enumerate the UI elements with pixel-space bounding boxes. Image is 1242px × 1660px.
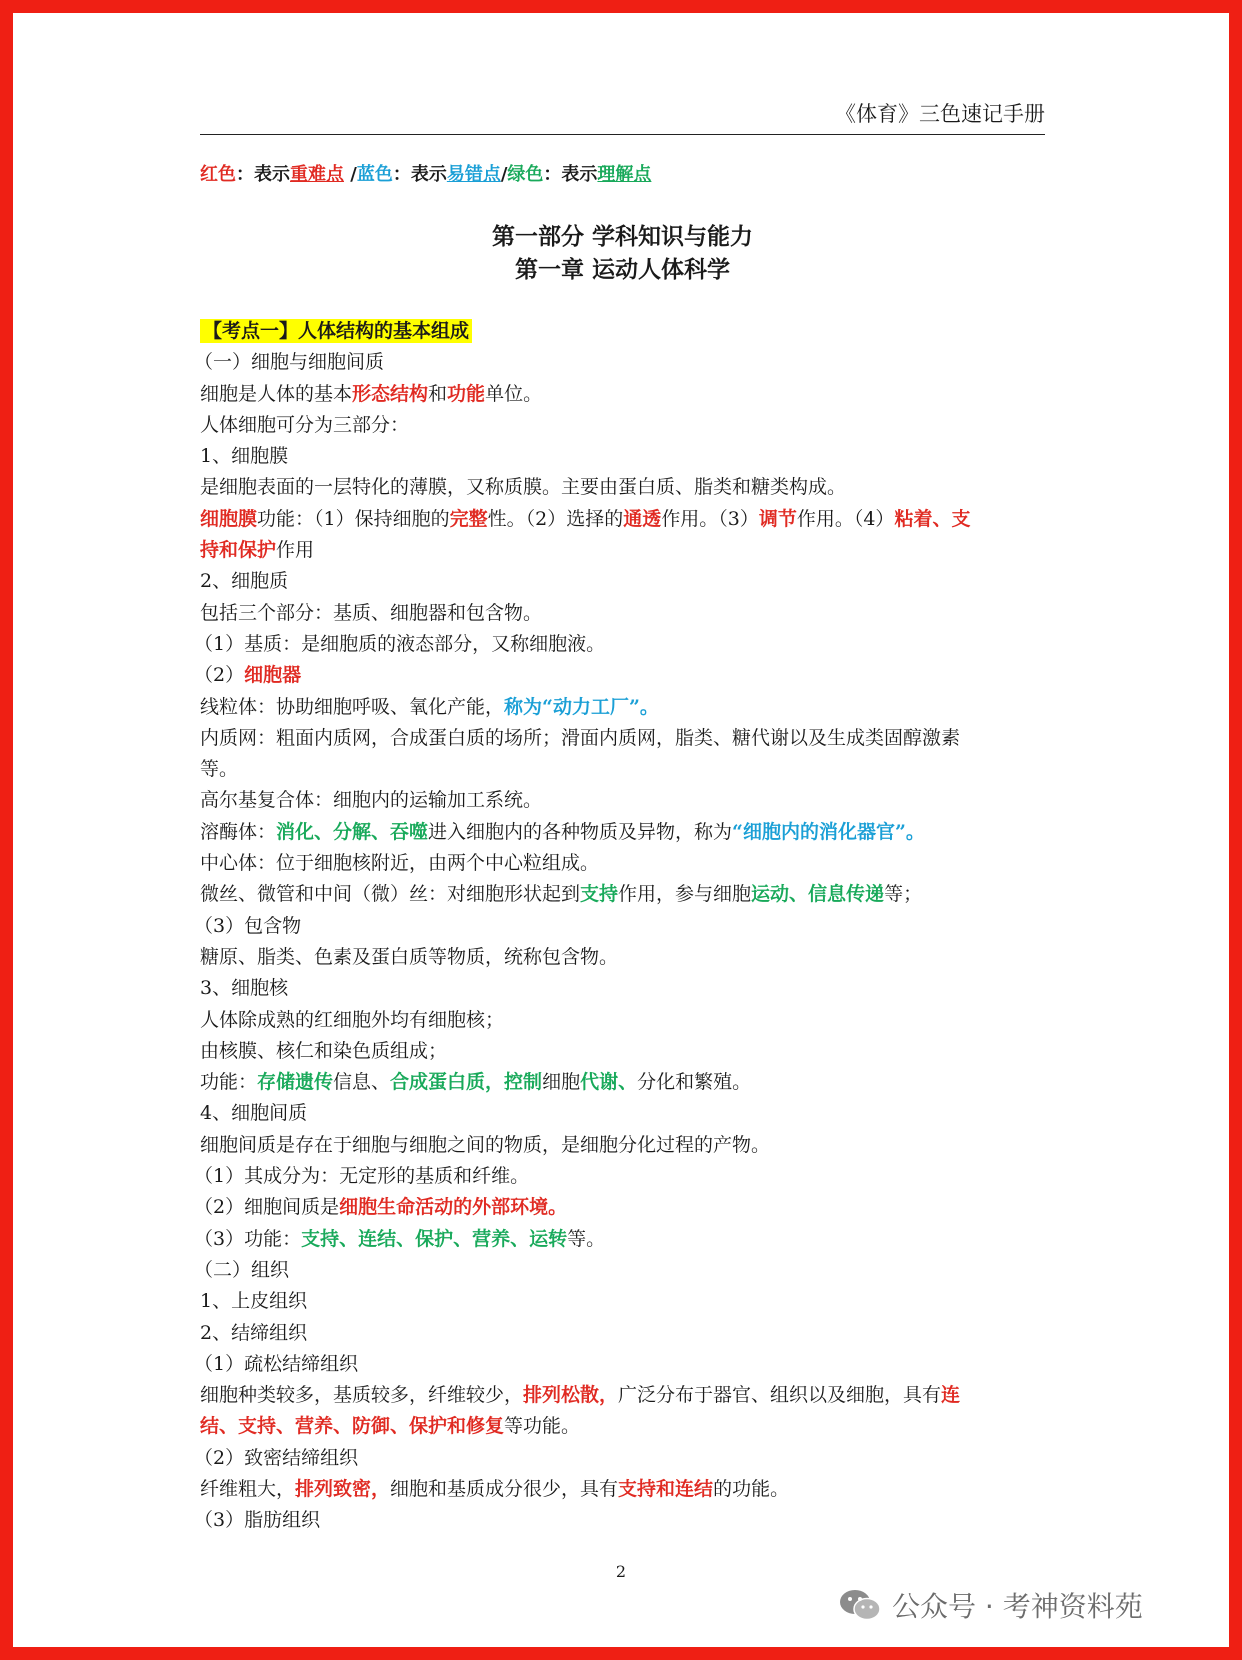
legend-separator: / xyxy=(344,164,357,185)
chapter-title: 第一章 运动人体科学 xyxy=(514,256,730,283)
exam-point-heading xyxy=(200,316,1045,347)
text-line: 人体除成熟的红细胞外均有细胞核； xyxy=(200,1008,505,1031)
text-line: 微丝、微管和中间（微）丝：对细胞形状起到支持作用，参与细胞运动、信息传递等； xyxy=(200,883,923,906)
text-line: 细胞种类较多，基质较多，纤维较少，排列松散，广泛分布于器官、组织以及细胞，具有连 xyxy=(200,1384,961,1407)
legend-red-label: 红色 xyxy=(200,164,236,185)
color-legend xyxy=(200,160,651,186)
wechat-icon xyxy=(838,1588,882,1622)
text-line: （3）功能：支持、连结、保护、营养、运转等。 xyxy=(194,1227,606,1250)
text-line: 溶酶体：消化、分解、吞噬进入细胞内的各种物质及异物，称为“细胞内的消化器官”。 xyxy=(200,820,925,843)
page-header: 《体育》三色速记手册 xyxy=(200,98,1045,135)
item-heading: 2、细胞质 xyxy=(200,570,289,593)
text-line: 人体细胞可分为三部分： xyxy=(200,413,410,436)
item-heading: 1、上皮组织 xyxy=(200,1290,308,1313)
item-heading: 3、细胞核 xyxy=(200,977,289,1000)
text-line: 包括三个部分：基质、细胞器和包含物。 xyxy=(200,601,543,624)
item-heading: 1、细胞膜 xyxy=(200,445,289,468)
text-line: （1）疏松结缔组织 xyxy=(194,1352,359,1375)
text-line: （2）细胞间质是细胞生命活动的外部环境。 xyxy=(194,1196,568,1219)
legend-separator: / xyxy=(500,164,508,185)
page-number: 2 xyxy=(615,1562,627,1581)
watermark-text: 公众号 · 考神资料苑 xyxy=(892,1590,1143,1623)
part-title: 第一部分 学科知识与能力 xyxy=(491,223,753,250)
watermark xyxy=(838,1585,1143,1625)
item-heading: 2、结缔组织 xyxy=(200,1321,308,1344)
text-line: 持和保护作用 xyxy=(200,539,315,562)
subsection-heading: （二）组织 xyxy=(194,1258,290,1281)
text-line: 是细胞表面的一层特化的薄膜，又称质膜。主要由蛋白质、脂类和糖类构成。 xyxy=(200,476,847,499)
text-line: 功能：存储遗传信息、合成蛋白质，控制细胞代谢、分化和繁殖。 xyxy=(200,1071,752,1094)
text-line: 内质网：粗面内质网，合成蛋白质的场所；滑面内质网，脂类、糖代谢以及生成类固醇激素 xyxy=(200,726,961,749)
legend-text: ：表示 xyxy=(543,164,598,185)
text-line: （3）包含物 xyxy=(194,914,302,937)
text-line: 线粒体：协助细胞呼吸、氧化产能，称为“动力工厂”。 xyxy=(200,695,659,718)
legend-text: ：表示 xyxy=(392,164,447,185)
text-line: 高尔基复合体：细胞内的运输加工系统。 xyxy=(200,789,543,812)
text-line: 细胞是人体的基本形态结构和功能单位。 xyxy=(200,382,543,405)
section-titles xyxy=(200,220,1045,286)
legend-blue-term: 易错点 xyxy=(446,164,501,185)
text-line: 由核膜、核仁和染色质组成； xyxy=(200,1039,448,1062)
text-line: 等。 xyxy=(200,758,239,781)
item-heading: 4、细胞间质 xyxy=(200,1102,308,1125)
text-line: （3）脂肪组织 xyxy=(194,1509,321,1532)
legend-green-term: 理解点 xyxy=(597,164,652,185)
text-line: 结、支持、营养、防御、保护和修复等功能。 xyxy=(200,1415,581,1438)
legend-green-label: 绿色 xyxy=(507,164,544,185)
text-line: 细胞膜功能：（1）保持细胞的完整性。（2）选择的通透作用。（3）调节作用。（4）粘着、支 xyxy=(200,507,971,530)
legend-red-term: 重难点 xyxy=(290,164,344,185)
text-line: （1）基质：是细胞质的液态部分，又称细胞液。 xyxy=(194,632,606,655)
text-line: 中心体：位于细胞核附近，由两个中心粒组成。 xyxy=(200,852,600,875)
legend-blue-label: 蓝色 xyxy=(356,164,393,185)
text-line: 纤维粗大，排列致密，细胞和基质成分很少，具有支持和连结的功能。 xyxy=(200,1477,790,1500)
text-line: （2）细胞器 xyxy=(194,664,302,687)
highlighted-heading: 【考点一】人体结构的基本组成 xyxy=(200,319,472,343)
subsection-heading: （一）细胞与细胞间质 xyxy=(194,351,385,374)
legend-text: ：表示 xyxy=(236,164,290,185)
text-line: 细胞间质是存在于细胞与细胞之间的物质，是细胞分化过程的产物。 xyxy=(200,1133,771,1156)
text-line: （2）致密结缔组织 xyxy=(194,1446,359,1469)
text-line: 糖原、脂类、色素及蛋白质等物质，统称包含物。 xyxy=(200,945,619,968)
document-body xyxy=(194,316,1045,1537)
text-line: （1）其成分为：无定形的基质和纤维。 xyxy=(194,1165,530,1188)
